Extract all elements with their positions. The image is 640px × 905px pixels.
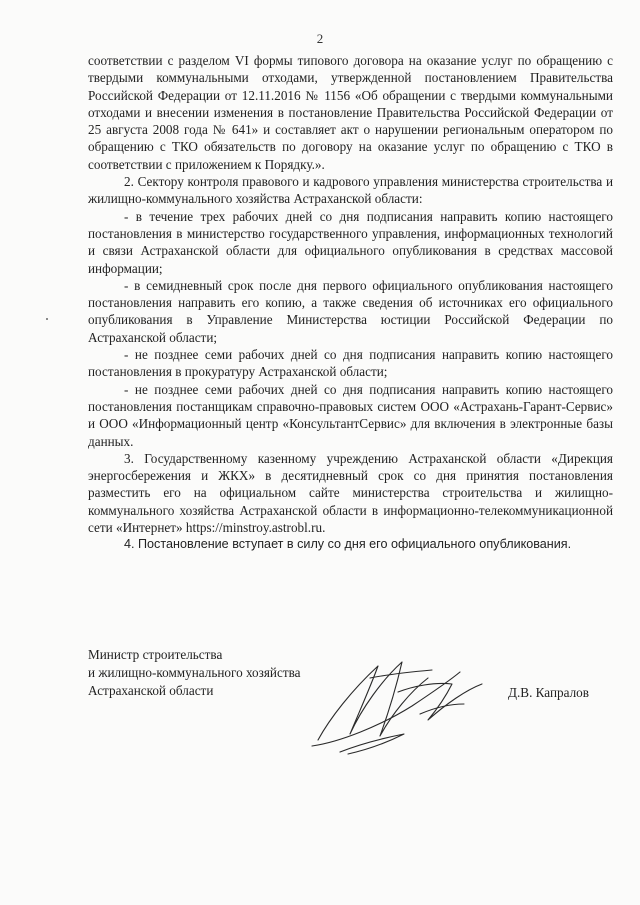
handwritten-signature [300,648,500,758]
margin-mark [46,318,48,320]
document-body [88,52,613,554]
page-number: 2 [316,31,324,46]
paragraph-item-3: 3. Государственному казенному учреждению Астраханской области «Дирекция энергосбережения и ЖКХ» в десятидневный срок со дня принятия постановления разместить его на официальном сайте министерства строительства и жилищно-коммунального хозяйства Астраханской области в информационно-телекоммуникационной сети «Интернет» https://minstroy.astrobl.ru. [88,450,613,536]
paragraph-dash-1: - в течение трех рабочих дней со дня подписания направить копию настоящего постановления в министерство государственного управления, информационных технологий и связи Астраханской области для официального опубликования в средствах массовой информации; [88,208,613,276]
paragraph-continuation: соответствии с разделом VI формы типового договора на оказание услуг по обращению с твердыми коммунальными отходами, утвержденной постановлением Правительства Российской Федерации от 12.11.2016 № 1156 «Об обращении с твердыми коммунальными отходами и внесении изменения в постановление Правительства Российской Федерации от 25 августа 2008 года № 641» и составляет акт о нарушении региональным оператором по обращению с ТКО обязательств по договору на оказание услуг по обращению с ТКО в соответствии с приложением к Порядку.». [88,53,613,172]
paragraph-item-4: 4. Постановление вступает в силу со дня его официального опубликования. [124,537,572,552]
signatory-name: Д.В. Капралов [508,685,590,700]
signatory-title-line: Астраханской области [88,683,214,698]
signatory-title-line: Министр строительства [88,647,223,662]
paragraph-item-2: 2. Сектору контроля правового и кадрового управления министерства строительства и жилищно-коммунального хозяйства Астраханской области: [88,174,613,207]
paragraph-dash-2: - в семидневный срок после дня первого официального опубликования настоящего постановления направить его копию, а также сведения об источниках его официального опубликования в Управление Министерства юстиции Российской Федерации по Астраханской области; [88,277,613,345]
paragraph-dash-3: - не позднее семи рабочих дней со дня подписания направить копию настоящего постановления в прокуратуру Астраханской области; [88,347,613,380]
paragraph-dash-4: - не позднее семи рабочих дней со дня подписания направить копию настоящего постановления постанщикам справочно-правовых систем ООО «Астрахань-Гарант-Сервис» и ООО «Информационный центр «КонсультантСервис» для включения в электронные базы данных. [88,381,613,449]
signatory-title-line: и жилищно-коммунального хозяйства [88,665,301,680]
